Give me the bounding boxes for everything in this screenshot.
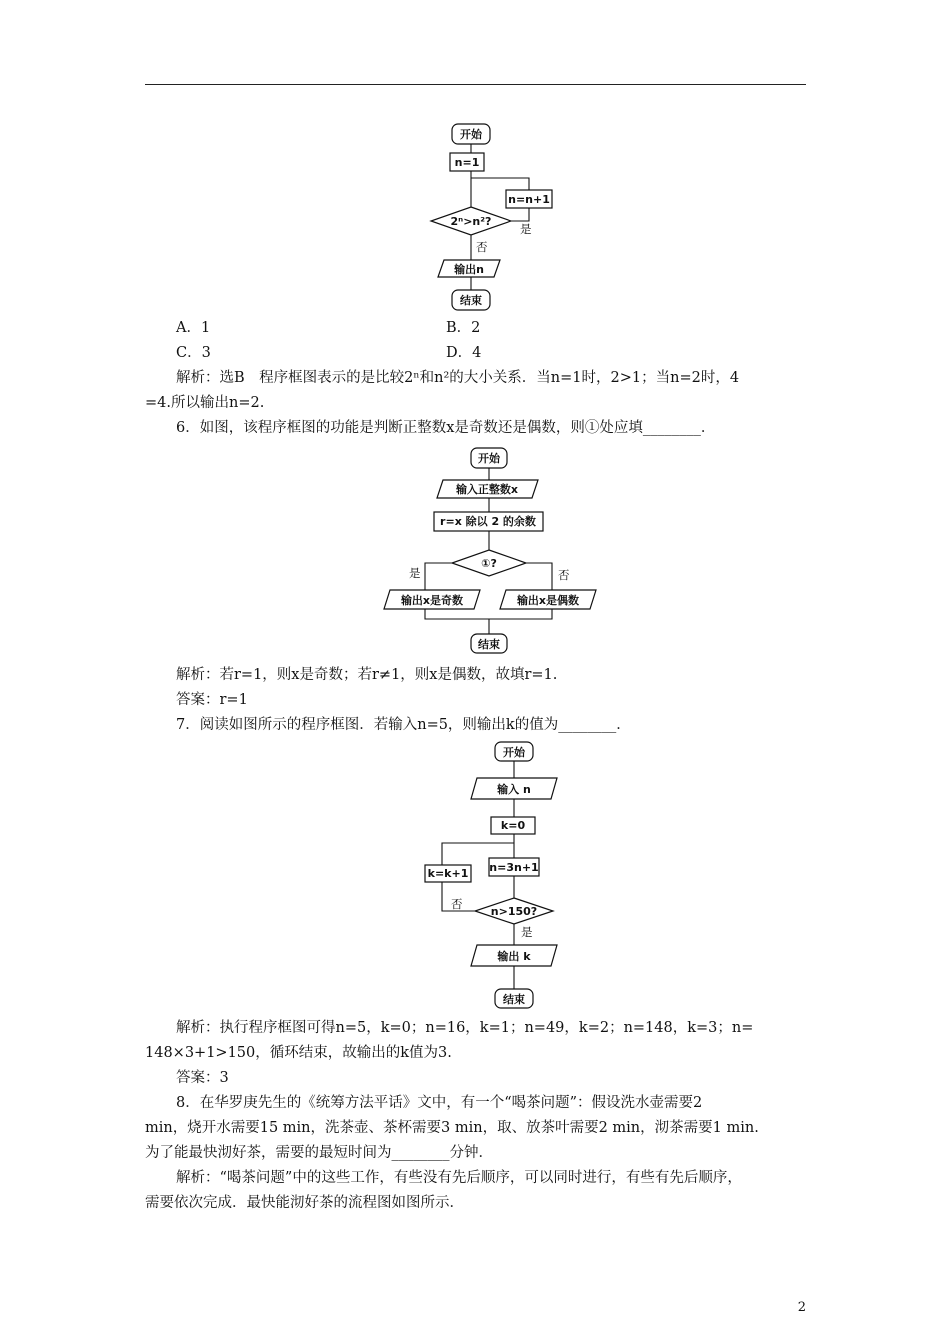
q8-analysis-line1: 解析：“喝茶问题”中的这些工作，有些没有先后顺序，可以同时进行，有些有先后顺序， — [176, 1170, 742, 1186]
fc2-out-odd-text: 输出x是奇数 — [400, 594, 464, 607]
fc2-rem-text: r=x 除以 2 的余数 — [440, 515, 536, 528]
fc1-end-text: 结束 — [460, 294, 482, 307]
fc1-output-text: 输出n — [454, 263, 484, 276]
fc3-end-text: 结束 — [503, 993, 525, 1006]
q8-analysis-line2: 需要依次完成．最快能沏好茶的流程图如图所示． — [145, 1195, 464, 1211]
q8-line3: 为了能最快沏好茶，需要的最短时间为________分钟． — [145, 1145, 493, 1161]
q6-answer: 答案：r=1 — [176, 692, 248, 708]
q7-analysis-line1: 解析：执行程序框图可得n=5，k=0；n=16，k=1；n=49，k=2；n=148，k=3；n= — [176, 1020, 754, 1036]
fc3-init-text: k=0 — [500, 819, 526, 832]
fc2-input-text: 输入正整数x — [455, 483, 519, 496]
flowchart-2 — [380, 445, 610, 657]
fc3-calc-text: n=3n+1 — [489, 861, 539, 874]
q6-question: 6．如图，该程序框图的功能是判断正整数x是奇数还是偶数，则①处应填________． — [176, 420, 716, 436]
fc3-output-text: 输出 k — [497, 950, 531, 963]
fc1-start-text: 开始 — [460, 128, 482, 141]
q5-option-b: B．2 — [446, 320, 481, 336]
fc1-no-label: 否 — [476, 240, 488, 254]
fc2-end-text: 结束 — [478, 638, 500, 651]
fc1-yes-label: 是 — [520, 222, 532, 236]
fc3-cond-text: n>150? — [490, 905, 538, 918]
fc2-start-text: 开始 — [478, 452, 500, 465]
q8-line2: min，烧开水需要15 min，洗茶壶、茶杯需要3 min，取、放茶叶需要2 min，沏茶需要1 min. — [145, 1120, 759, 1136]
fc2-out-even-text: 输出x是偶数 — [516, 594, 580, 607]
fc3-yes-label: 是 — [521, 925, 533, 939]
q5-option-c: C．3 — [176, 345, 211, 361]
q5-option-d: D．4 — [446, 345, 482, 361]
q7-analysis-line2: 148×3+1>150，循环结束，故输出的k值为3. — [145, 1045, 452, 1061]
page-number: 2 — [797, 1300, 806, 1315]
fc2-cond-text: ①? — [481, 557, 497, 570]
fc3-no-label: 否 — [451, 897, 463, 911]
header-rule — [145, 84, 806, 85]
q5-analysis-line2: =4.所以输出n=2. — [145, 395, 265, 411]
fc1-init-text: n=1 — [454, 156, 480, 169]
fc3-inc-text: k=k+1 — [427, 867, 469, 880]
fc2-yes-label: 是 — [409, 566, 421, 580]
q7-question: 7．阅读如图所示的程序框图．若输入n=5，则输出k的值为________． — [176, 717, 631, 733]
fc1-inc-text: n=n+1 — [508, 193, 550, 206]
flowchart-3 — [415, 740, 585, 1012]
fc1-cond-text: 2ⁿ>n²? — [450, 215, 492, 228]
fc3-start-text: 开始 — [503, 746, 525, 759]
q8-line1: 8．在华罗庚先生的《统筹方法平话》文中，有一个“喝茶问题”：假设洗水壶需要2 — [176, 1095, 703, 1111]
flowchart-1 — [420, 120, 570, 315]
fc2-no-label: 否 — [558, 568, 570, 582]
fc3-input-text: 输入 n — [497, 783, 531, 796]
q6-analysis: 解析：若r=1，则x是奇数；若r≠1，则x是偶数，故填r=1. — [176, 667, 558, 683]
q7-answer: 答案：3 — [176, 1070, 229, 1086]
q5-analysis-line1: 解析：选B 程序框图表示的是比较2ⁿ和n²的大小关系．当n=1时，2>1；当n=2时，4 — [176, 370, 740, 386]
q5-option-a: A．1 — [176, 320, 211, 336]
